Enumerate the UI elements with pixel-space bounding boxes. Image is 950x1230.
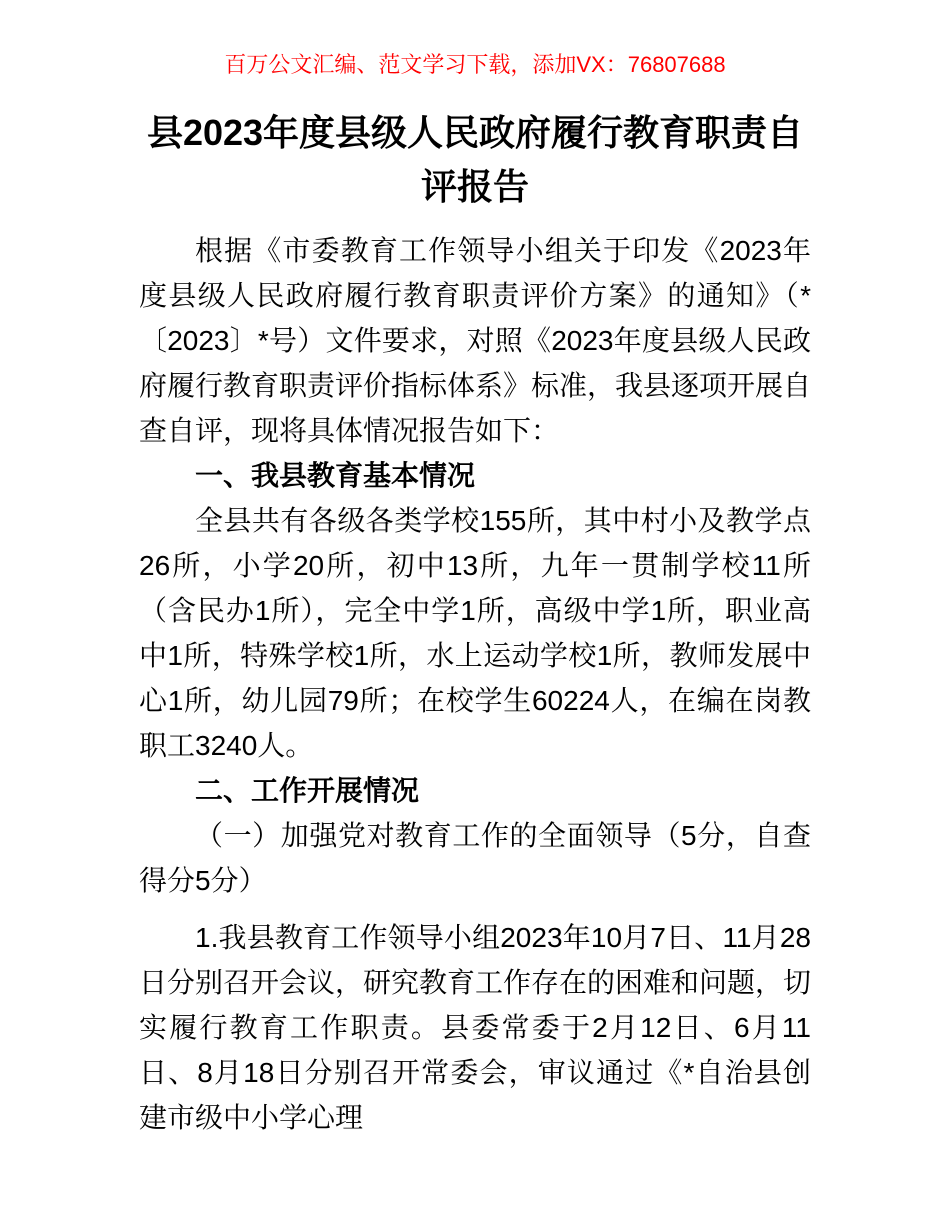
paragraph: 根据《市委教育工作领导小组关于印发《2023年度县级人民政府履行教育职责评价方案》的通知》（*〔2023〕*号）文件要求，对照《2023年度县级人民政府履行教育职责评价指标体系》标准，我县逐项开展自查自评，现将具体情况报告如下： <box>139 235 812 446</box>
document-content <box>139 228 811 1140</box>
document-title: 县2023年度县级人民政府履行教育职责自评报告 <box>146 112 804 207</box>
section-heading: 二、工作开展情况 <box>195 775 420 806</box>
subsection-heading: （一）加强党对教育工作的全面领导（5分，自查得分5分） <box>139 820 811 896</box>
paragraph: 1.我县教育工作领导小组2023年10月7日、11月28日分别召开会议，研究教育工作存在的困难和问题，切实履行教育工作职责。县委常委于2月12日、6月11日、8月18日分别召开常委会，审议通过《*自治县创建市级中小学心理 <box>139 922 812 1133</box>
paragraph: 全县共有各级各类学校155所，其中村小及教学点26所，小学20所，初中13所，九年一贯制学校11所（含民办1所），完全中学1所，高级中学1所，职业高中1所，特殊学校1所，水上运动学校1所，教师发展中心1所，幼儿园79所；在校学生60224人，在编在岗教职工3240人。 <box>139 505 811 761</box>
section-heading: 一、我县教育基本情况 <box>195 460 476 491</box>
watermark-text: 百万公文汇编、范文学习下载，添加VX：76807688 <box>224 52 726 77</box>
